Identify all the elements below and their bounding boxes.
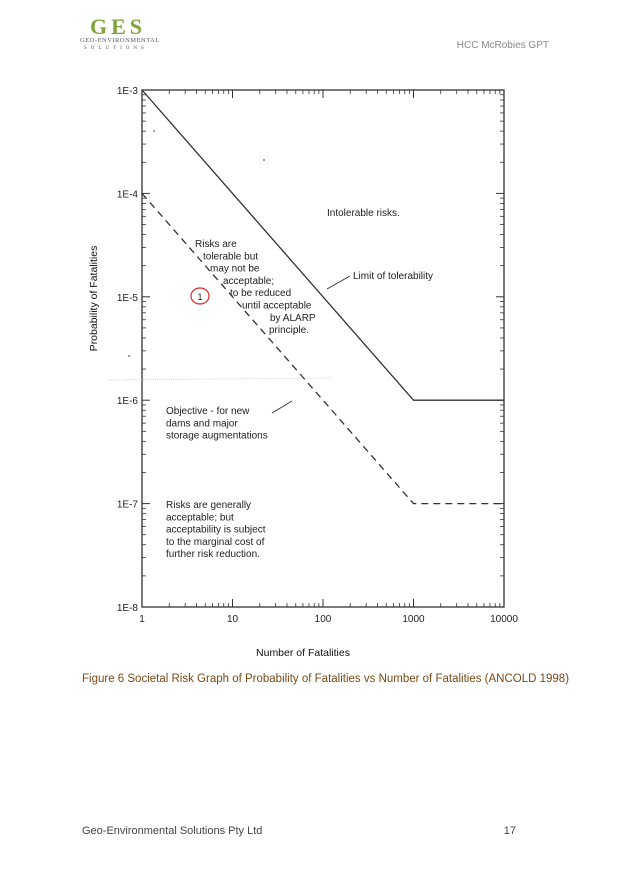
figure-caption: Figure 6 Societal Risk Graph of Probability of Fatalities vs Number of Fatalities (ANCOLD 1998) xyxy=(82,673,570,685)
y-tick-label: 1E-6 xyxy=(116,396,138,408)
marker-label: 1 xyxy=(197,292,203,302)
objective-leader-line xyxy=(272,401,292,413)
annotation-alarp: by ALARP xyxy=(270,312,316,324)
logo-mark: GES xyxy=(90,14,147,39)
footer-company: Geo-Environmental Solutions Pty Ltd xyxy=(82,825,263,837)
annotation-objective: dams and major xyxy=(166,418,238,430)
y-axis-label: Probability of Fatalities xyxy=(88,245,100,352)
document-title: HCC McRobies GPT xyxy=(456,40,549,51)
annotation-limit-of-tolerability: Limit of tolerability xyxy=(353,271,434,282)
annotation-alarp: Risks are xyxy=(195,239,237,250)
x-tick-label: 10 xyxy=(226,614,239,625)
annotation-intolerable: Intolerable risks. xyxy=(327,208,400,219)
annotation-alarp: until acceptable xyxy=(242,300,312,312)
annotation-alarp: principle. xyxy=(269,325,310,337)
annotation-alarp: acceptable; xyxy=(223,275,275,287)
annotation-objective: Objective - for new xyxy=(166,406,250,417)
y-tick-label: 1E-5 xyxy=(116,292,138,304)
scan-speck xyxy=(263,159,265,161)
x-tick-label: 10000 xyxy=(490,614,518,625)
annotation-alarp: to be reduced xyxy=(230,288,292,300)
limit-leader-line xyxy=(327,276,350,289)
x-axis-label: Number of Fatalities xyxy=(256,647,350,659)
annotation-acceptable: further risk reduction. xyxy=(166,549,260,561)
y-tick-label: 1E-7 xyxy=(116,499,138,511)
y-tick-label: 1E-4 xyxy=(116,189,138,201)
company-logo xyxy=(80,14,164,54)
x-tick-label: 1 xyxy=(139,614,145,625)
faint-trace-line xyxy=(107,378,332,380)
logo-line2: SOLUTIONS xyxy=(84,46,148,51)
annotation-acceptable: Risks are generally xyxy=(166,500,252,511)
logo-line1: GEO-ENVIRONMENTAL xyxy=(80,37,160,44)
page-number: 17 xyxy=(503,825,516,837)
scan-speck xyxy=(128,355,130,357)
annotation-acceptable: acceptable; but xyxy=(166,512,234,524)
annotation-acceptable: acceptability is subject xyxy=(166,524,266,536)
x-tick-label: 1000 xyxy=(402,614,425,625)
annotation-alarp: tolerable but xyxy=(203,251,259,263)
y-tick-label: 1E-3 xyxy=(116,86,138,97)
societal-risk-chart xyxy=(80,78,530,663)
y-tick-label: 1E-8 xyxy=(116,603,138,614)
x-tick-label: 100 xyxy=(314,614,332,625)
annotation-objective: storage augmentations xyxy=(166,430,268,442)
annotation-acceptable: to the marginal cost of xyxy=(166,536,265,548)
scan-speck xyxy=(153,130,155,132)
annotation-alarp: may not be xyxy=(210,263,260,275)
